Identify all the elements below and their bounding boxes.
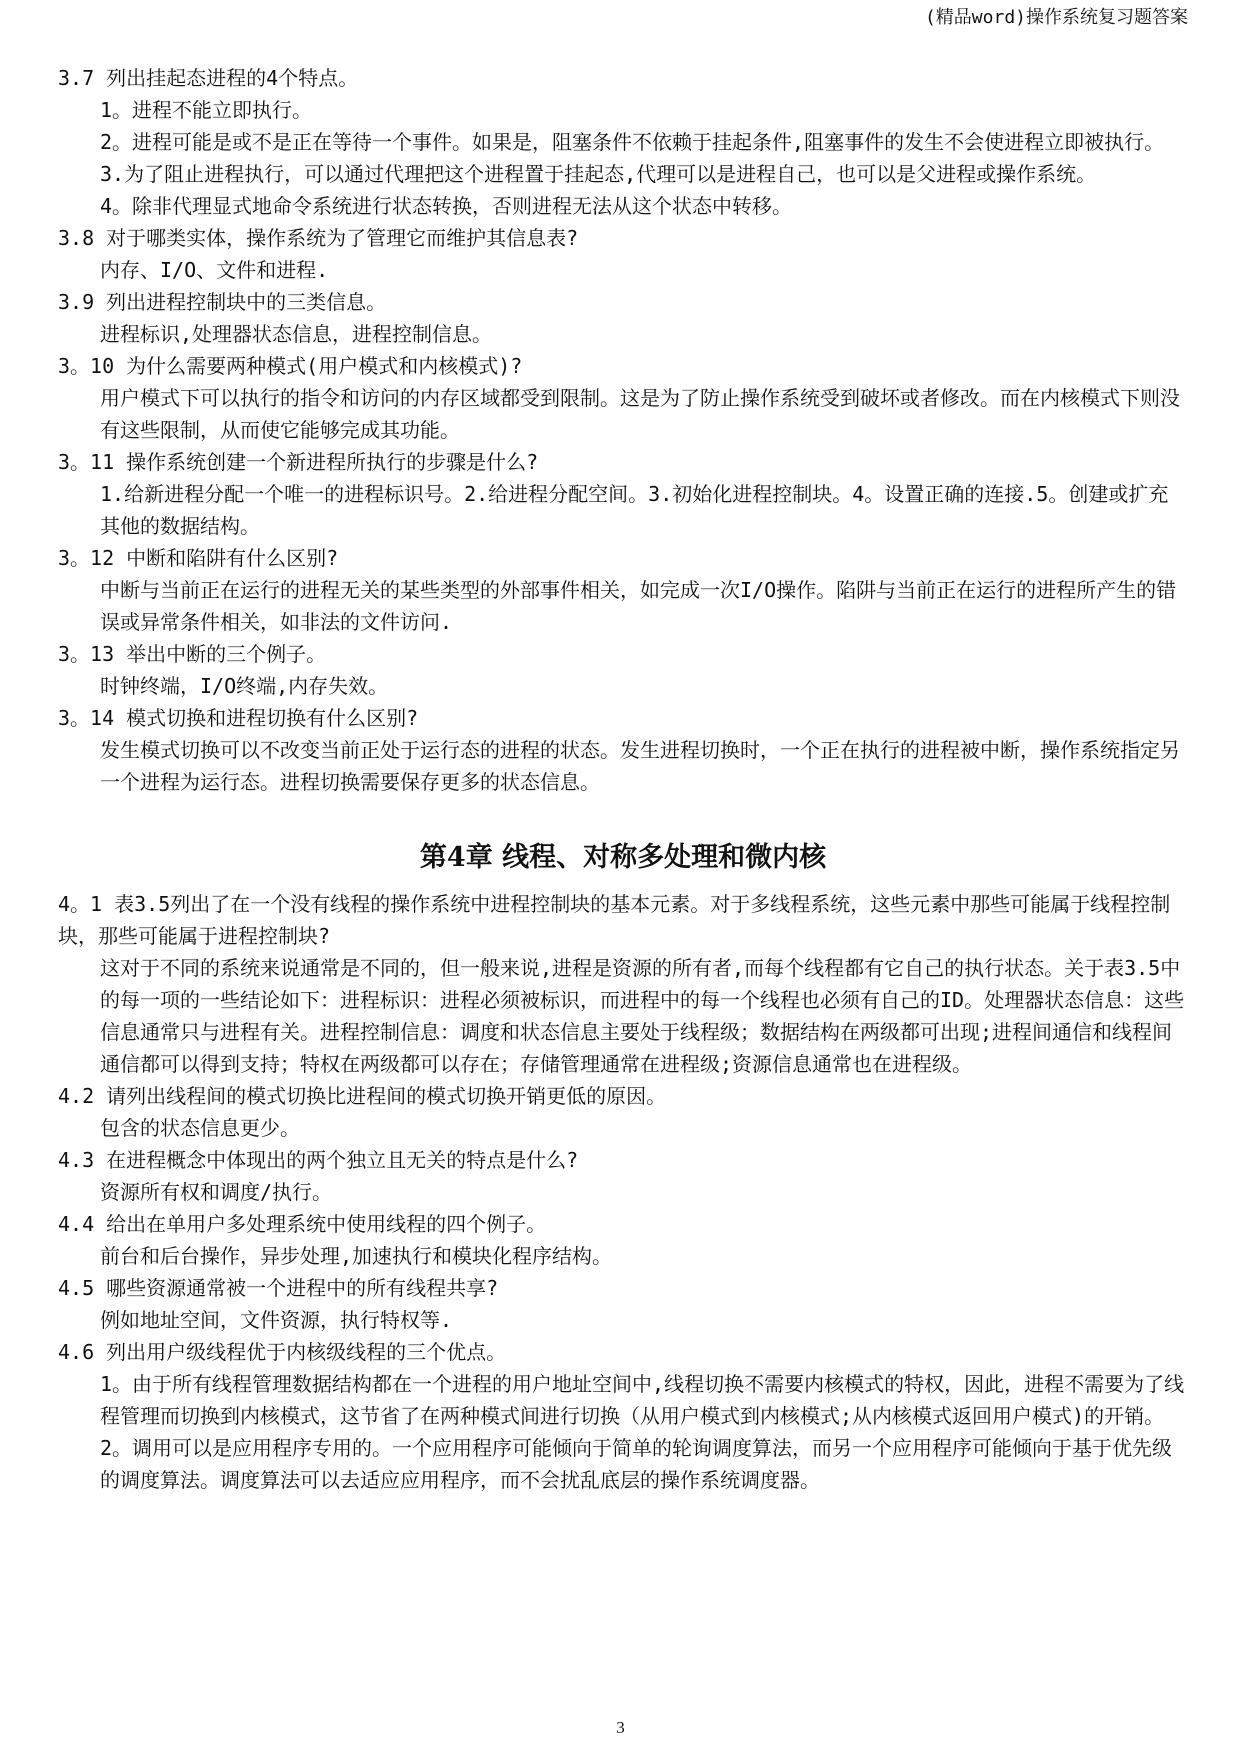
- answer-text: 2。进程可能是或不是正在等待一个事件。如果是，阻塞条件不依赖于挂起条件,阻塞事件的发生不会使进程立即被执行。: [100, 130, 1165, 154]
- answer-text: 中断与当前正在运行的进程无关的某些类型的外部事件相关，如完成一次I/O操作。陷阱与当前正在运行的进程所产生的错误或异常条件相关，如非法的文件访问.: [100, 578, 1177, 634]
- page-number: 3: [616, 1718, 625, 1737]
- question-text: 3。12 中断和陷阱有什么区别?: [58, 546, 339, 570]
- question-text: 3。11 操作系统创建一个新进程所执行的步骤是什么?: [58, 450, 539, 474]
- question-text: 4.6 列出用户级线程优于内核级线程的三个优点。: [58, 1340, 507, 1364]
- answer-text: 4。除非代理显式地命令系统进行状态转换，否则进程无法从这个状态中转移。: [100, 194, 793, 218]
- answer-text: 1.给新进程分配一个唯一的进程标识号。2.给进程分配空间。3.初始化进程控制块。4。设置正确的连接.5。创建或扩充其他的数据结构。: [100, 482, 1169, 538]
- answer-text: 进程标识,处理器状态信息，进程控制信息。: [100, 322, 493, 346]
- question-text: 4。1 表3.5列出了在一个没有线程的操作系统中进程控制块的基本元素。对于多线程系统，这些元素中那些可能属于线程控制块，那些可能属于进程控制块?: [58, 892, 1171, 948]
- question-text: 3。13 举出中断的三个例子。: [58, 642, 327, 666]
- question-text: 3。10 为什么需要两种模式(用户模式和内核模式)?: [58, 354, 523, 378]
- answer-text: 1。由于所有线程管理数据结构都在一个进程的用户地址空间中,线程切换不需要内核模式的特权，因此，进程不需要为了线程管理而切换到内核模式，这节省了在两种模式间进行切换（从用户模式到内核模式;从内核模式返回用户模式)的开销。: [100, 1372, 1185, 1428]
- answer-text: 时钟终端，I/O终端,内存失效。: [100, 674, 389, 698]
- answer-text: 用户模式下可以执行的指令和访问的内存区域都受到限制。这是为了防止操作系统受到破坏或者修改。而在内核模式下则没有这些限制，从而使它能够完成其功能。: [100, 386, 1180, 442]
- question-text: 4.3 在进程概念中体现出的两个独立且无关的特点是什么?: [58, 1148, 579, 1172]
- answer-text: 2。调用可以是应用程序专用的。一个应用程序可能倾向于简单的轮询调度算法，而另一个应用程序可能倾向于基于优先级的调度算法。调度算法可以去适应应用程序，而不会扰乱底层的操作系统调度器。: [100, 1436, 1173, 1492]
- answer-text: 1。进程不能立即执行。: [100, 98, 313, 122]
- question-text: 3。14 模式切换和进程切换有什么区别?: [58, 706, 419, 730]
- question-text: 3.7 列出挂起态进程的4个特点。: [58, 66, 359, 90]
- page-header: (精品word)操作系统复习题答案: [924, 7, 1188, 28]
- answer-text: 内存、I/O、文件和进程.: [100, 258, 329, 282]
- answer-text: 这对于不同的系统来说通常是不同的，但一般来说,进程是资源的所有者,而每个线程都有它自己的执行状态。关于表3.5中的每一项的一些结论如下：进程标识：进程必须被标识，而进程中的每一个线程也必须有自己的ID。处理器状态信息：这些信息通常只与进程有关。进程控制信息：调度和状态信息主要处于线程级；数据结构在两级都可出现;进程间通信和线程间通信都可以得到支持；特权在两级都可以存在；存储管理通常在进程级;资源信息通常也在进程级。: [100, 956, 1185, 1076]
- answer-text: 包含的状态信息更少。: [100, 1116, 300, 1140]
- answer-text: 前台和后台操作，异步处理,加速执行和模块化程序结构。: [100, 1244, 613, 1268]
- question-text: 3.8 对于哪类实体，操作系统为了管理它而维护其信息表?: [58, 226, 579, 250]
- question-text: 3.9 列出进程控制块中的三类信息。: [58, 290, 387, 314]
- answer-text: 资源所有权和调度/执行。: [100, 1180, 333, 1204]
- question-text: 4.5 哪些资源通常被一个进程中的所有线程共享?: [58, 1276, 499, 1300]
- answer-text: 例如地址空间，文件资源，执行特权等.: [100, 1308, 453, 1332]
- answer-text: 3.为了阻止进程执行，可以通过代理把这个进程置于挂起态,代理可以是进程自己，也可以是父进程或操作系统。: [100, 162, 1097, 186]
- answer-text: 发生模式切换可以不改变当前正处于运行态的进程的状态。发生进程切换时，一个正在执行的进程被中断，操作系统指定另一个进程为运行态。进程切换需要保存更多的状态信息。: [100, 738, 1180, 794]
- chapter-heading: 第4章 线程、对称多处理和微内核: [419, 842, 827, 873]
- document-body: [58, 62, 1188, 1496]
- question-text: 4.4 给出在单用户多处理系统中使用线程的四个例子。: [58, 1212, 547, 1236]
- question-text: 4.2 请列出线程间的模式切换比进程间的模式切换开销更低的原因。: [58, 1084, 667, 1108]
